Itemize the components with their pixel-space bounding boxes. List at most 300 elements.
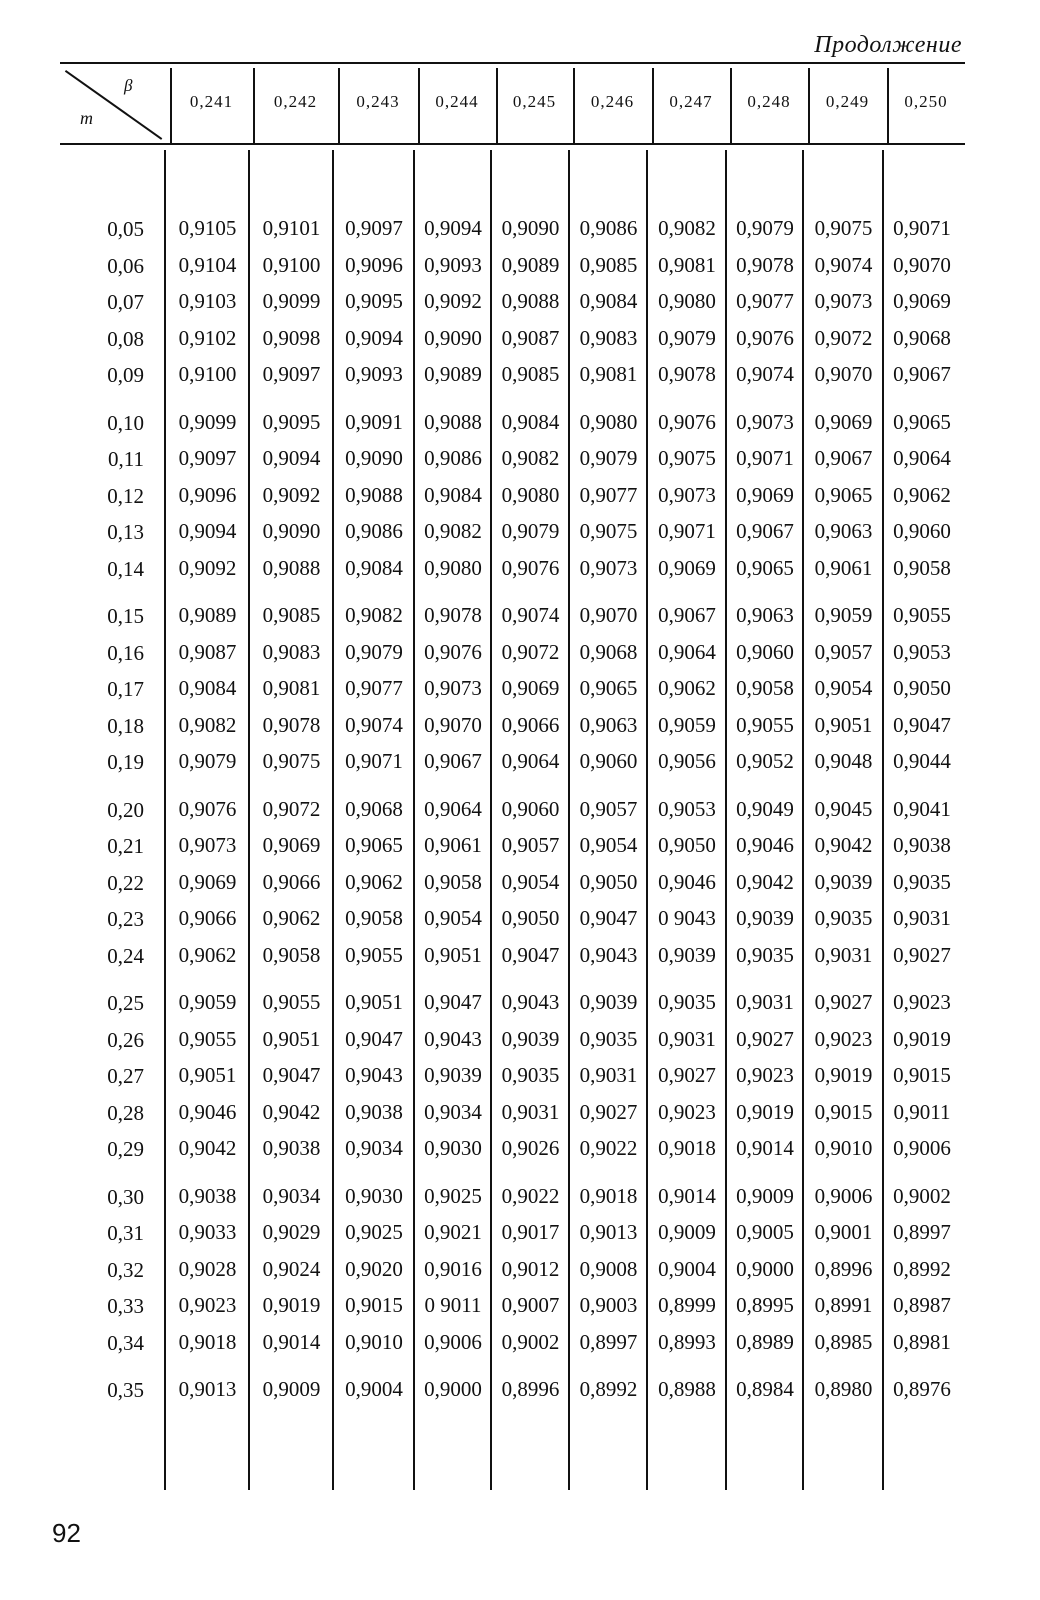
table-cell: 0,9084: [178, 676, 237, 700]
table-cell: 0,9089: [178, 603, 237, 627]
table-cell: 0,9047: [424, 990, 482, 1014]
column-header-beta: 0,244: [435, 92, 479, 111]
table-cell: 0,9094: [424, 216, 482, 240]
table-cell: 0,9078: [424, 603, 482, 627]
table-cell: 0,9034: [424, 1099, 482, 1124]
row-label-m: 0,09: [107, 363, 144, 387]
table-cell: 0,9076: [501, 555, 560, 580]
table-cell: 0,9103: [178, 289, 237, 313]
table-cell: 0,8987: [893, 1293, 951, 1317]
table-cell: 0,9098: [262, 325, 321, 350]
table-cell: 0,9019: [893, 1026, 951, 1051]
table-cell: 0,9002: [501, 1329, 560, 1354]
table-cell: 0,9011: [893, 1099, 951, 1124]
table-cell: 0,9067: [424, 749, 482, 773]
table-cell: 0,9038: [178, 1183, 237, 1208]
row-label-m: 0,30: [107, 1184, 144, 1209]
table-cell: 0,9095: [345, 289, 403, 313]
table-cell: 0,9023: [814, 1026, 873, 1051]
table-cell: 0,9034: [262, 1183, 321, 1208]
table-cell: 0,9066: [178, 906, 237, 930]
table-cell: 0,9042: [178, 1136, 237, 1160]
table-cell: 0,9053: [893, 639, 951, 664]
table-cell: 0,9072: [262, 796, 321, 821]
table-cell: 0,9076: [424, 639, 482, 664]
table-cell: 0,9055: [262, 990, 321, 1014]
table-cell: 0,9076: [736, 325, 794, 350]
table-cell: 0,9029: [262, 1220, 321, 1244]
table-cell: 0,9061: [424, 833, 482, 857]
table-cell: 0,9052: [736, 749, 794, 773]
table-cell: 0,9092: [424, 289, 482, 313]
table-cell: 0,9038: [345, 1099, 403, 1124]
column-header-beta: 0,247: [669, 92, 713, 111]
table-cell: 0,9054: [501, 869, 560, 894]
table-cell: 0,9073: [178, 833, 237, 857]
table-cell: 0,9084: [424, 482, 482, 507]
table-cell: 0,9035: [814, 906, 873, 930]
continuation-label: Продолжение: [814, 32, 962, 58]
table-cell: 0,9019: [736, 1099, 794, 1124]
table-cell: 0,9059: [178, 990, 237, 1014]
row-label-m: 0,21: [107, 834, 144, 858]
table-cell: 0,9062: [345, 869, 403, 894]
column-header-beta: 0,241: [189, 92, 234, 111]
table-cell: 0,9066: [262, 869, 321, 894]
row-label-m: 0,10: [107, 410, 144, 435]
table-cell: 0,9105: [178, 216, 237, 240]
table-cell: 0,9060: [736, 639, 794, 664]
table-cell: 0,9094: [178, 519, 237, 543]
table-cell: 0,9042: [262, 1099, 321, 1124]
table-cell: 0,9031: [814, 942, 873, 967]
table-cell: 0,9068: [579, 639, 638, 664]
table-cell: 0,9038: [262, 1136, 321, 1160]
table-cell: 0,9054: [814, 676, 873, 700]
table-cell: 0,9047: [579, 906, 638, 930]
table-cell: 0,9027: [814, 990, 873, 1014]
column-header-beta: 0,248: [747, 92, 791, 111]
table-cell: 0,9081: [262, 676, 321, 700]
table-cell: 0,9083: [579, 325, 638, 350]
table-cell: 0,9019: [262, 1293, 321, 1317]
table-cell: 0,9060: [501, 796, 560, 821]
table-cell: 0,9058: [424, 869, 482, 894]
table-cell: 0,9088: [424, 409, 482, 434]
table-cell: 0,9099: [262, 289, 321, 313]
table-cell: 0,9074: [345, 712, 403, 737]
row-label-m: 0,24: [107, 943, 144, 968]
table-cell: 0,9034: [345, 1136, 403, 1160]
row-label-m: 0,26: [107, 1027, 144, 1052]
table-cell: 0,9080: [579, 409, 638, 434]
table-cell: 0,9088: [501, 289, 560, 313]
table-cell: 0,9065: [893, 409, 951, 434]
table-cell: 0,9064: [658, 639, 716, 664]
column-header-beta: 0,249: [825, 92, 870, 111]
table-cell: 0,9023: [893, 990, 951, 1014]
table-cell: 0,9028: [178, 1256, 237, 1281]
table-cell: 0,9055: [345, 942, 403, 967]
table-cell: 0,9073: [424, 676, 482, 700]
table-cell: 0,9090: [262, 519, 321, 543]
table-cell: 0,9043: [345, 1063, 403, 1087]
table-cell: 0,9022: [501, 1183, 560, 1208]
table-cell: 0,9038: [893, 833, 951, 857]
table-cell: 0,9094: [345, 325, 403, 350]
table-cell: 0,9044: [893, 749, 951, 773]
table-cell: 0,8999: [658, 1293, 716, 1317]
table-cell: 0,9062: [658, 676, 716, 700]
table-cell: 0,9078: [736, 252, 794, 277]
table-cell: 0,8981: [893, 1329, 951, 1354]
table-cell: 0,9039: [814, 869, 873, 894]
table-cell: 0,9003: [579, 1293, 638, 1317]
table-cell: 0,9074: [814, 252, 873, 277]
table-cell: 0,9086: [424, 446, 482, 470]
table-cell: 0,9031: [658, 1026, 716, 1051]
table-cell: 0,9060: [893, 519, 951, 543]
table-cell: 0,9074: [501, 603, 560, 627]
table-cell: 0,8989: [736, 1329, 794, 1354]
table-cell: 0,9055: [178, 1026, 237, 1051]
row-label-m: 0,07: [107, 290, 144, 314]
table-cell: 0,9014: [658, 1183, 716, 1208]
row-label-m: 0,05: [107, 217, 144, 241]
corner-diagonal-line: [65, 70, 162, 140]
table-cell: 0,9069: [262, 833, 321, 857]
table-cell: 0,9079: [736, 216, 794, 240]
table-cell: 0,9043: [424, 1026, 482, 1051]
beta-symbol: β: [124, 76, 133, 95]
table-cell: 0,9015: [814, 1099, 873, 1124]
table-cell: 0,9067: [736, 519, 794, 543]
table-cell: 0,9094: [262, 446, 321, 470]
table-cell: 0,8997: [579, 1329, 638, 1354]
table-cell: 0,9092: [262, 482, 321, 507]
table-cell: 0,9084: [345, 555, 403, 580]
table-cell: 0,9015: [893, 1063, 951, 1087]
table-cell: 0,9089: [424, 362, 482, 386]
column-header-beta: 0,246: [590, 92, 635, 111]
table-cell: 0,9072: [501, 639, 560, 664]
row-label-m: 0,25: [107, 991, 144, 1015]
table-cell: 0,9069: [814, 409, 873, 434]
table-cell: 0,9101: [262, 216, 321, 240]
table-cell: 0,9089: [501, 252, 560, 277]
table-cell: 0,9054: [424, 906, 482, 930]
table-cell: 0,9073: [579, 555, 638, 580]
table-cell: 0,9085: [262, 603, 321, 627]
table-cell: 0,9093: [345, 362, 403, 386]
table-cell: 0,9058: [345, 906, 403, 930]
table-cell: 0,9071: [893, 216, 951, 240]
table-cell: 0,9046: [658, 869, 716, 894]
table-cell: 0,9023: [736, 1063, 794, 1087]
table-cell: 0,8992: [893, 1256, 951, 1281]
table-cell: 0,9096: [178, 482, 237, 507]
table-cell: 0,9027: [579, 1099, 638, 1124]
table-cell: 0,9071: [345, 749, 403, 773]
table-cell: 0,9060: [579, 749, 638, 773]
table-cell: 0,9050: [579, 869, 638, 894]
table-cell: 0,9056: [658, 749, 716, 773]
table-cell: 0,9006: [814, 1183, 873, 1208]
table-cell: 0,9016: [424, 1256, 482, 1281]
table-cell: 0,9025: [424, 1183, 482, 1208]
table-cell: 0 9011: [424, 1293, 482, 1317]
table-cell: 0,9065: [345, 833, 403, 857]
table-cell: 0,9082: [658, 216, 716, 240]
table-cell: 0,9069: [178, 869, 237, 894]
table-cell: 0,9007: [501, 1293, 560, 1317]
table-cell: 0,9075: [262, 749, 321, 773]
table-cell: 0,9090: [424, 325, 482, 350]
table-cell: 0,9066: [501, 712, 560, 737]
table-cell: 0,9078: [262, 712, 321, 737]
table-cell: 0,9064: [501, 749, 560, 773]
table-cell: 0,9035: [658, 990, 716, 1014]
table-cell: 0,9069: [736, 482, 794, 507]
table-cell: 0,9074: [736, 362, 794, 386]
row-label-m: 0,20: [107, 797, 144, 822]
row-label-m: 0,12: [107, 483, 144, 508]
table-cell: 0,9047: [501, 942, 560, 967]
row-label-m: 0,14: [107, 556, 144, 581]
table-cell: 0,9079: [658, 325, 716, 350]
table-cell: 0,9084: [579, 289, 638, 313]
table-cell: 0,9010: [814, 1136, 873, 1160]
table-cell: 0,9010: [345, 1329, 403, 1354]
table-cell: 0,9071: [658, 519, 716, 543]
table-cell: 0,9081: [658, 252, 716, 277]
table-cell: 0,9079: [345, 639, 403, 664]
table-cell: 0,9039: [501, 1026, 560, 1051]
table-cell: 0,9055: [736, 712, 794, 737]
table-cell: 0,9075: [658, 446, 716, 470]
table-cell: 0,9051: [345, 990, 403, 1014]
table-cell: 0,9047: [893, 712, 951, 737]
row-label-m: 0,27: [107, 1064, 144, 1088]
table-cell: 0,9018: [579, 1183, 638, 1208]
table-cell: 0,9088: [345, 482, 403, 507]
row-label-m: 0,18: [107, 713, 144, 738]
row-label-m: 0,35: [107, 1378, 144, 1402]
table-cell: 0,9025: [345, 1220, 403, 1244]
table-cell: 0,9000: [736, 1256, 794, 1281]
table-cell: 0,9064: [893, 446, 951, 470]
table-cell: 0,9057: [814, 639, 873, 664]
table-cell: 0,9051: [424, 942, 482, 967]
table-cell: 0,9051: [814, 712, 873, 737]
table-cell: 0,9063: [579, 712, 638, 737]
table-cell: 0,9070: [424, 712, 482, 737]
table-cell: 0,9097: [262, 362, 321, 386]
table-cell: 0,9057: [579, 796, 638, 821]
table-cell: 0,9039: [658, 942, 716, 967]
table-cell: 0,9054: [579, 833, 638, 857]
table-cell: 0,9062: [178, 942, 237, 967]
table-cell: 0,9022: [579, 1136, 638, 1160]
table-cell: 0,9069: [893, 289, 951, 313]
table-cell: 0,9084: [501, 409, 560, 434]
table-cell: 0,9033: [178, 1220, 237, 1244]
table-cell: 0,9018: [178, 1329, 237, 1354]
table-cell: 0,9047: [262, 1063, 321, 1087]
table-cell: 0,9030: [424, 1136, 482, 1160]
table-cell: 0,9043: [501, 990, 560, 1014]
row-label-m: 0,33: [107, 1294, 144, 1318]
table-cell: 0,9012: [501, 1256, 560, 1281]
table-cell: 0,9023: [178, 1293, 237, 1317]
table-cell: 0,9064: [424, 796, 482, 821]
table-cell: 0,9087: [501, 325, 560, 350]
table-cell: 0,9072: [814, 325, 873, 350]
table-cell: 0,9086: [579, 216, 638, 240]
table-cell: 0,8996: [814, 1256, 873, 1281]
table-cell: 0,9031: [893, 906, 951, 930]
table-cell: 0,9093: [424, 252, 482, 277]
row-label-m: 0,15: [107, 604, 144, 628]
table-cell: 0,8985: [814, 1329, 873, 1354]
table-cell: 0,9065: [814, 482, 873, 507]
row-label-m: 0,23: [107, 907, 144, 931]
table-cell: 0,9057: [501, 833, 560, 857]
row-label-m: 0,22: [107, 870, 144, 895]
table-cell: 0,9047: [345, 1026, 403, 1051]
table-cell: 0,9027: [658, 1063, 716, 1087]
table-cell: 0,9063: [814, 519, 873, 543]
row-label-m: 0,31: [107, 1221, 144, 1245]
table-cell: 0,9071: [736, 446, 794, 470]
table-cell: 0,9079: [501, 519, 560, 543]
table-cell: 0,9053: [658, 796, 716, 821]
table-cell: 0,9039: [579, 990, 638, 1014]
row-label-m: 0,13: [107, 520, 144, 544]
table-cell: 0,9035: [736, 942, 794, 967]
table-cell: 0,9013: [178, 1377, 237, 1401]
table-cell: 0,9069: [501, 676, 560, 700]
table-cell: 0,9050: [658, 833, 716, 857]
table-cell: 0,9095: [262, 409, 321, 434]
table-cell: 0,9104: [178, 252, 237, 277]
table-cell: 0,9019: [814, 1063, 873, 1087]
table-cell: 0,9081: [579, 362, 638, 386]
table-cell: 0,8997: [893, 1220, 951, 1244]
row-label-m: 0,29: [107, 1137, 144, 1161]
table-cell: 0,9073: [814, 289, 873, 313]
table-cell: 0,9085: [501, 362, 560, 386]
table-cell: 0,9087: [178, 639, 237, 664]
table-cell: 0,9030: [345, 1183, 403, 1208]
table-cell: 0,9031: [501, 1099, 560, 1124]
table-cell: 0,9082: [345, 603, 403, 627]
table-cell: 0,9048: [814, 749, 873, 773]
table-cell: 0,9085: [579, 252, 638, 277]
table-cell: 0,9059: [814, 603, 873, 627]
table-cell: 0,9076: [658, 409, 716, 434]
table-cell: 0,9014: [262, 1329, 321, 1354]
table-cell: 0,9090: [501, 216, 560, 240]
table-cell: 0,9039: [424, 1063, 482, 1087]
table-cell: 0,9051: [178, 1063, 237, 1087]
table-cell: 0,9062: [262, 906, 321, 930]
row-label-m: 0,32: [107, 1257, 144, 1282]
table-cell: 0,9090: [345, 446, 403, 470]
table-cell: 0,9077: [345, 676, 403, 700]
table-cell: 0,9067: [658, 603, 716, 627]
table-cell: 0,9013: [579, 1220, 638, 1244]
table-cell: 0,9079: [178, 749, 237, 773]
table-cell: 0,9006: [893, 1136, 951, 1160]
table-cell: 0,8984: [736, 1377, 794, 1401]
table-cell: 0,9035: [579, 1026, 638, 1051]
table-cell: 0,9075: [814, 216, 873, 240]
header-bottom-rule: [60, 143, 965, 145]
table-cell: 0,9080: [501, 482, 560, 507]
column-header-beta: 0,250: [904, 92, 948, 111]
table-cell: 0,9058: [893, 555, 951, 580]
table-cell: 0,9075: [579, 519, 638, 543]
m-symbol: m: [80, 108, 93, 128]
table-cell: 0,9077: [736, 289, 794, 313]
table-cell: 0,9096: [345, 252, 403, 277]
table-cell: 0,9000: [424, 1377, 482, 1401]
table-cell: 0,9065: [579, 676, 638, 700]
row-label-m: 0,19: [107, 750, 144, 774]
table-cell: 0,9070: [579, 603, 638, 627]
table-cell: 0,9008: [579, 1256, 638, 1281]
page-number: 92: [52, 1518, 81, 1548]
table-cell: 0,9069: [658, 555, 716, 580]
table-cell: 0,9042: [736, 869, 794, 894]
table-cell: 0,9001: [814, 1220, 873, 1244]
table-cell: 0,8991: [814, 1293, 873, 1317]
table-cell: 0,9097: [345, 216, 403, 240]
table-cell: 0,9042: [814, 833, 873, 857]
table-cell: 0,9062: [893, 482, 951, 507]
table-cell: 0,9046: [178, 1099, 237, 1124]
table-cell: 0,9024: [262, 1256, 321, 1281]
row-label-m: 0,17: [107, 677, 144, 701]
table-cell: 0,9080: [658, 289, 716, 313]
table-cell: 0,9070: [814, 362, 873, 386]
table-cell: 0,9014: [736, 1136, 794, 1160]
table-cell: 0,9049: [736, 796, 794, 821]
table-cell: 0,9068: [893, 325, 951, 350]
table-cell: 0,9023: [658, 1099, 716, 1124]
table-cell: 0,9067: [893, 362, 951, 386]
table-top-rule: [60, 62, 965, 64]
table-cell: 0,9055: [893, 603, 951, 627]
table-cell: 0,9078: [658, 362, 716, 386]
table-cell: 0,9073: [658, 482, 716, 507]
table-cell: 0,9031: [736, 990, 794, 1014]
row-label-m: 0,06: [107, 253, 144, 278]
table-cell: 0,9004: [345, 1377, 403, 1401]
table-cell: 0,9099: [178, 409, 237, 434]
table-cell: 0,9079: [579, 446, 638, 470]
table-cell: 0,9059: [658, 712, 716, 737]
table-cell: 0,9021: [424, 1220, 482, 1244]
table-cell: 0,9086: [345, 519, 403, 543]
row-label-m: 0,16: [107, 640, 144, 665]
table-cell: 0,9061: [814, 555, 873, 580]
table-cell: 0,9050: [501, 906, 560, 930]
table-cell: 0,9002: [893, 1183, 951, 1208]
table-cell: 0,8988: [658, 1377, 716, 1401]
row-label-m: 0,28: [107, 1100, 144, 1125]
